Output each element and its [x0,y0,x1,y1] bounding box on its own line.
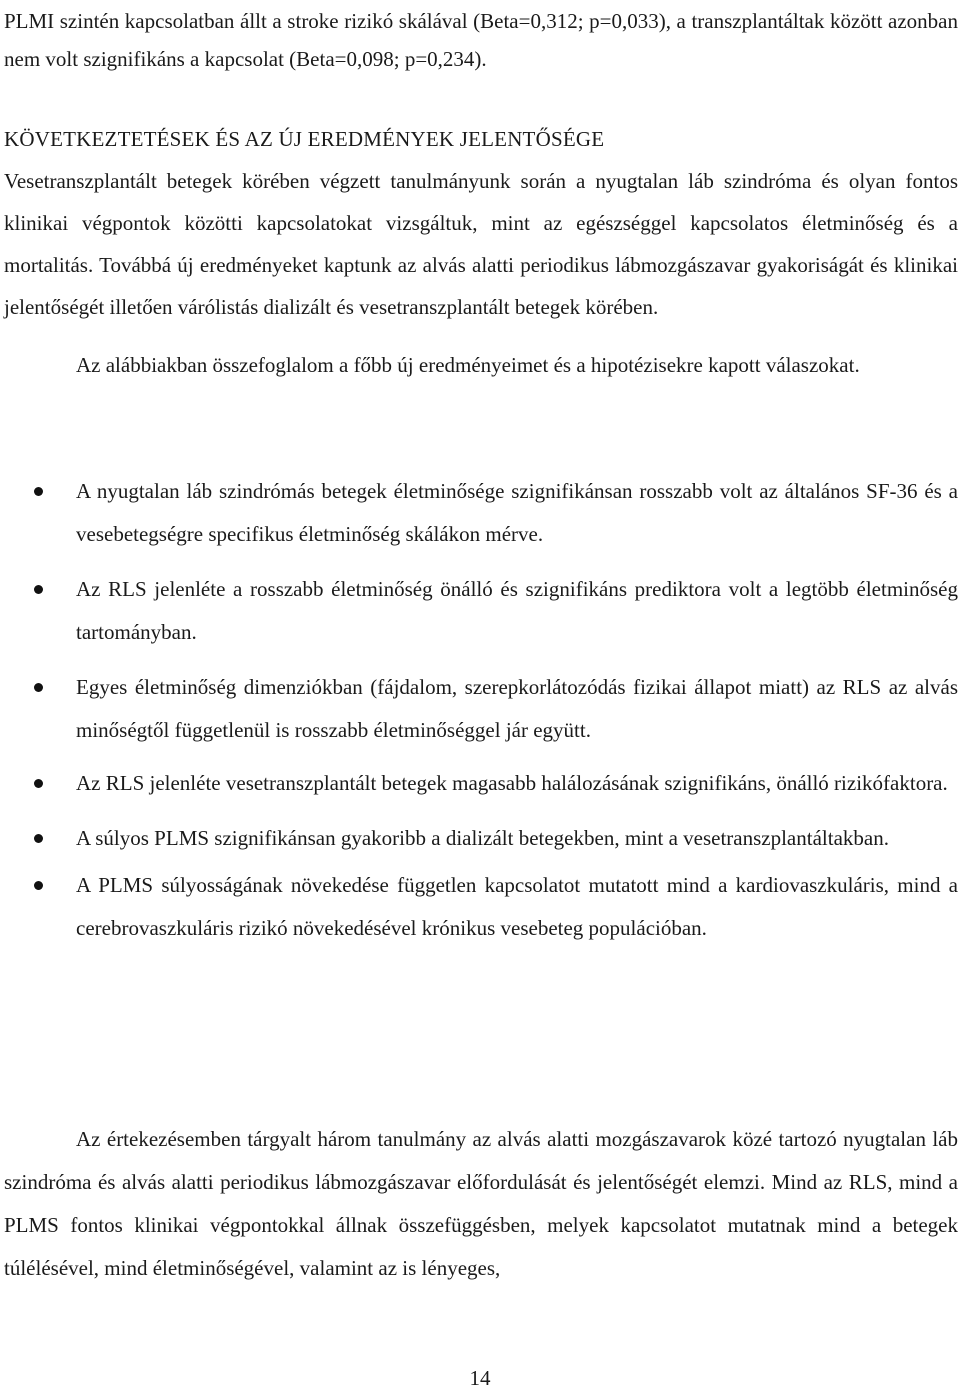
bullet-text: Egyes életminőség dimenziókban (fájdalom, szerepkorlátozódás fizikai állapot miatt) az RLS az alvás minőségtől függetlenül is rosszabb életminőséggel jár együtt. [76,675,958,742]
bullet-dot-icon [34,881,43,890]
section-heading: KÖVETKEZTETÉSEK ÉS AZ ÚJ EREDMÉNYEK JELENTŐSÉGE [4,127,605,151]
bullet-dot-icon [34,834,43,843]
bullet-text: Az RLS jelenléte a rosszabb életminőség önálló és szignifikáns prediktora volt a legtöbb életminőség tartományban. [76,577,958,644]
bullet-item [4,666,958,752]
body-paragraph-2: Az alábbiakban összefoglalom a főbb új eredményeimet és a hipotézisekre kapott válaszokat. [76,353,860,377]
bullet-item [4,470,958,556]
bullet-item [4,864,958,950]
page-number: 14 [469,1366,491,1390]
bullet-text: Az RLS jelenléte vesetranszplantált betegek magasabb halálozásának szignifikáns, önálló rizikófaktora. [76,771,948,795]
bullet-text: A nyugtalan láb szindrómás betegek életminősége szignifikánsan rosszabb volt az általános SF-36 és a vesebetegségre specifikus életminőség skálákon mérve. [76,479,958,546]
bullet-dot-icon [34,779,43,788]
body-paragraph-3: Az értekezésemben tárgyalt három tanulmány az alvás alatti mozgászavarok közé tartozó nyugtalan láb szindróma és alvás alatti periodikus lábmozgászavar előfordulását és jelentőségét elemzi. Mind az RLS, mind a PLMS fontos klinikai végpontokkal állnak összefüggésben, melyek kapcsolatot mutatnak mind a betegek túlélésével, mind életminőségével, valamint az is lényeges, [4,1127,958,1280]
bullet-item [4,817,958,860]
bullet-text: A PLMS súlyosságának növekedése független kapcsolatot mutatott mind a kardiovaszkuláris, mind a cerebrovaszkuláris rizikó növekedésével krónikus vesebeteg populációban. [76,873,958,940]
bullet-item [4,762,958,805]
bullet-dot-icon [34,585,43,594]
results-bullet-list [4,470,958,962]
body-paragraph-1: Vesetranszplantált betegek körében végzett tanulmányunk során a nyugtalan láb szindróma és olyan fontos klinikai végpontok közötti kapcsolatokat vizsgáltuk, mint az egészséggel kapcsolatos életminőség és a mortalitás. Továbbá új eredményeket kaptunk az alvás alatti periodikus lábmozgászavar gyakoriságát és klinikai jelentőségét illetően várólistás dializált és vesetranszplantált betegek körében. [4,169,958,319]
bullet-dot-icon [34,487,43,496]
intro-paragraph: PLMI szintén kapcsolatban állt a stroke rizikó skálával (Beta=0,312; p=0,033), a transzplantáltak között azonban nem volt szignifikáns a kapcsolat (Beta=0,098; p=0,234). [4,9,958,71]
bullet-text: A súlyos PLMS szignifikánsan gyakoribb a dializált betegekben, mint a vesetranszplantáltakban. [76,826,889,850]
bullet-dot-icon [34,683,43,692]
bullet-item [4,568,958,654]
